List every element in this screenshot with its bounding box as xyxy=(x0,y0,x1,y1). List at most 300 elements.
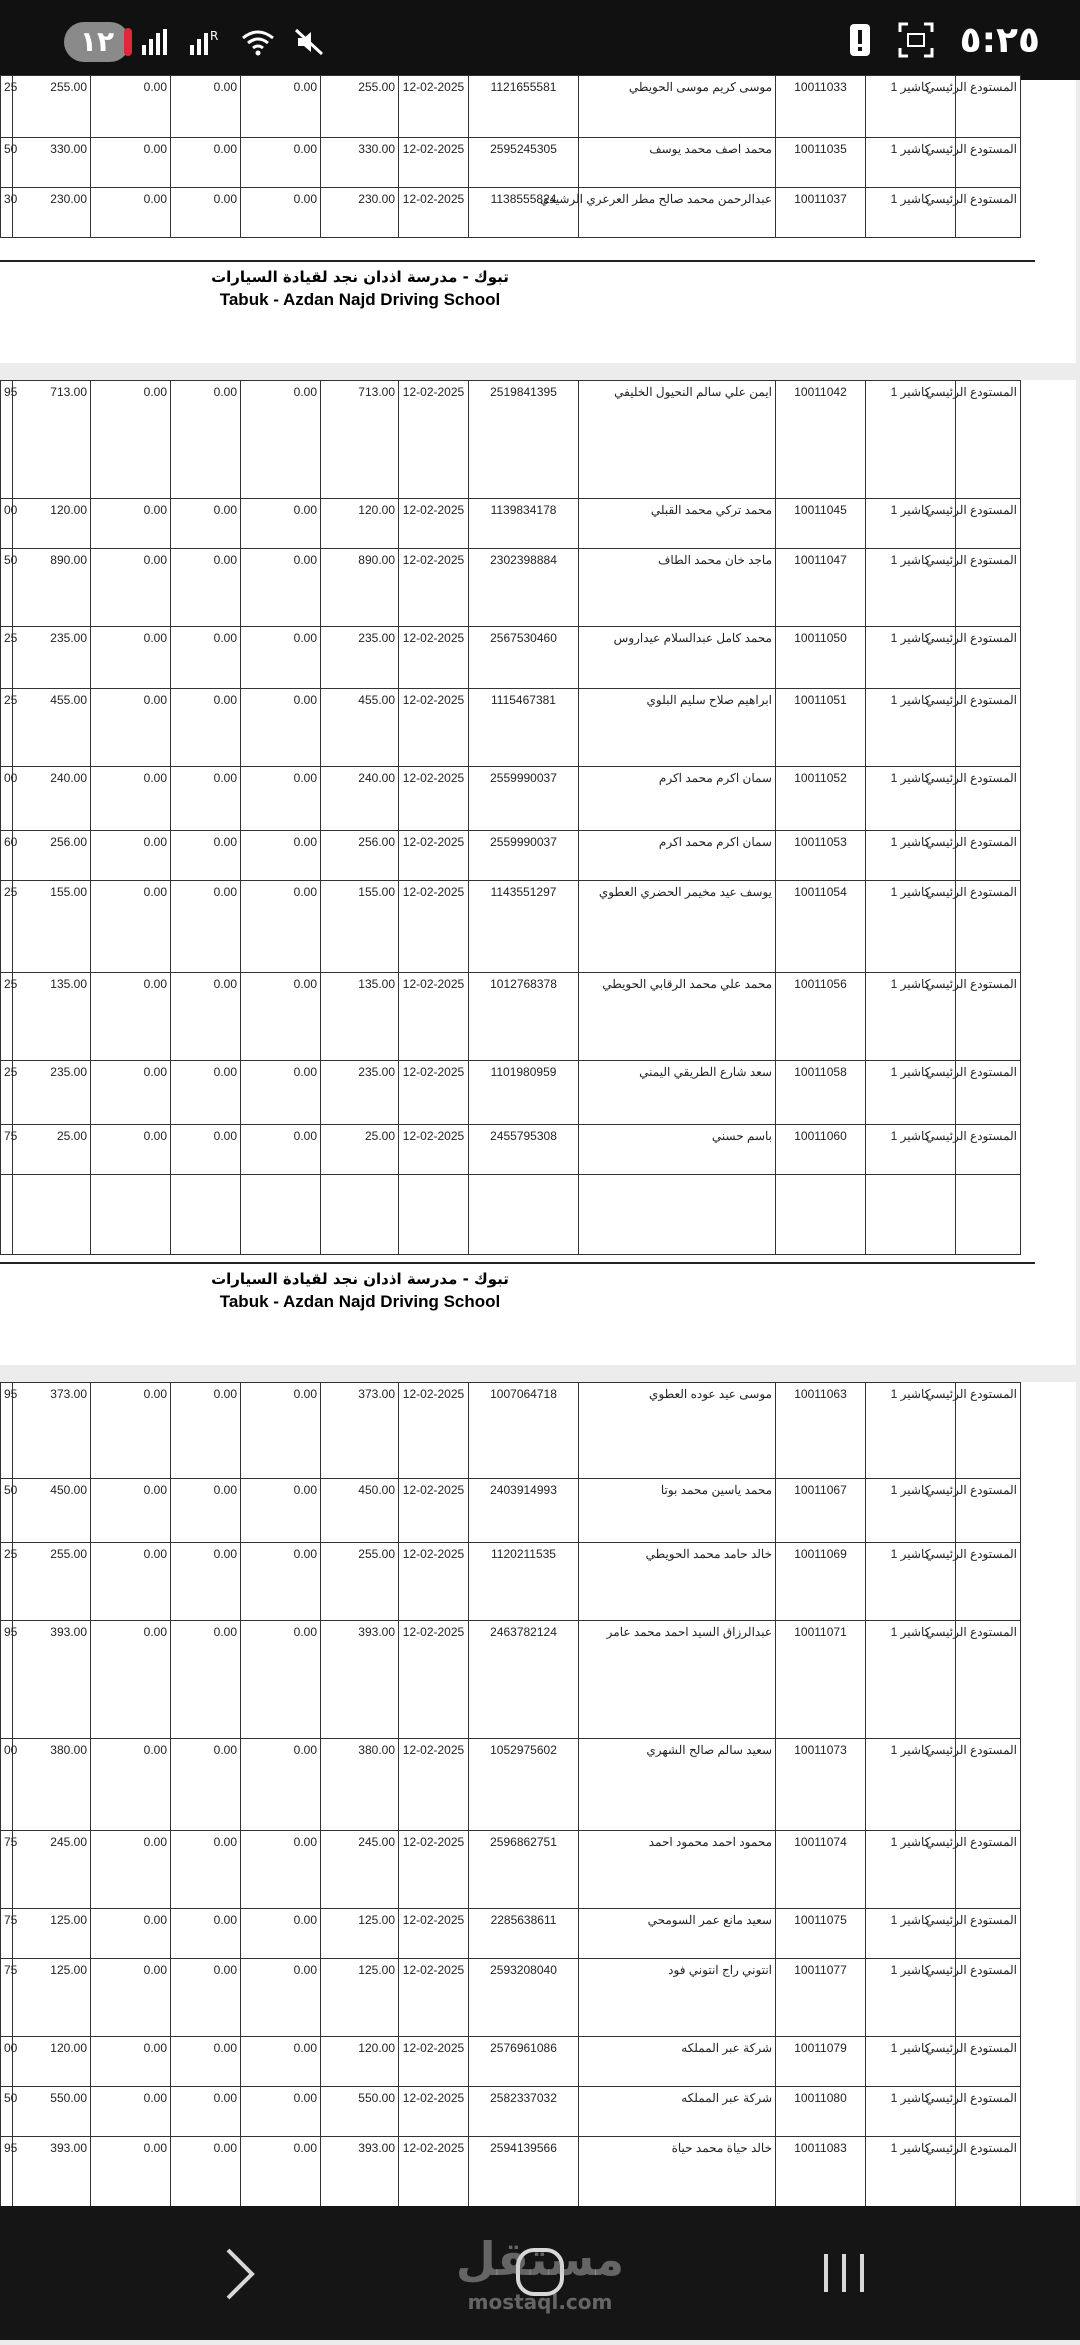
discount-cell: 0.00 xyxy=(91,1909,171,1959)
total-cell: 393.00 xyxy=(13,1621,91,1739)
phone-cell: 2582337032 xyxy=(469,2087,579,2137)
total-cell: 380.00 xyxy=(13,1739,91,1831)
customer-name-cell: ايمن علي سالم النحيول الخليفي xyxy=(579,381,776,499)
other-cell: 0.00 xyxy=(241,2137,321,2215)
amount-cell: 240.00 xyxy=(321,767,399,831)
warehouse-cell: المستودع الرئيسي xyxy=(956,1125,1021,1175)
other-cell: 0.00 xyxy=(241,1125,321,1175)
phone-cell: 2285638611 xyxy=(469,1909,579,1959)
discount-cell: 0.00 xyxy=(91,2087,171,2137)
phone-cell: 1115467381 xyxy=(469,689,579,767)
sales-table-page-1 xyxy=(0,75,1021,238)
customer-name-cell: سعد شارع الطريقي اليمني xyxy=(579,1061,776,1125)
discount-cell: 0.00 xyxy=(91,188,171,238)
date-cell: 12-02-2025 xyxy=(399,188,469,238)
other-cell: 0.00 xyxy=(241,549,321,627)
total-cell: 455.00 xyxy=(13,689,91,767)
invoice-number-cell: 10011037 xyxy=(776,188,866,238)
cashier-cell: كاشير 1 xyxy=(866,1543,956,1621)
date-cell: 12-02-2025 xyxy=(399,881,469,973)
total-cell: 235.00 xyxy=(13,627,91,689)
warehouse-cell: المستودع الرئيسي xyxy=(956,188,1021,238)
table-row xyxy=(1,381,1021,499)
date-cell: 12-02-2025 xyxy=(399,1959,469,2037)
phone-cell: 1052975602 xyxy=(469,1739,579,1831)
tax-cell: 0.00 xyxy=(171,2087,241,2137)
invoice-number-cell: 10011067 xyxy=(776,1479,866,1543)
invoice-number-cell: 10011083 xyxy=(776,2137,866,2215)
warehouse-cell: المستودع الرئيسي xyxy=(956,1959,1021,2037)
cut-off-cell: 75 xyxy=(1,1959,13,2037)
other-cell: 0.00 xyxy=(241,767,321,831)
table-row xyxy=(1,767,1021,831)
tax-cell: 0.00 xyxy=(171,549,241,627)
date-cell: 12-02-2025 xyxy=(399,1621,469,1739)
phone-cell: 1012768378 xyxy=(469,973,579,1061)
cut-off-cell: 25 xyxy=(1,627,13,689)
invoice-number-cell: 10011075 xyxy=(776,1909,866,1959)
invoice-number-cell: 10011051 xyxy=(776,689,866,767)
tax-cell: 0.00 xyxy=(171,2037,241,2087)
phone-cell: 1101980959 xyxy=(469,1061,579,1125)
cut-off-cell: 75 xyxy=(1,1909,13,1959)
table-row xyxy=(1,1831,1021,1909)
cashier-cell: كاشير 1 xyxy=(866,831,956,881)
school-name-english: Tabuk - Azdan Najd Driving School xyxy=(219,1292,501,1311)
total-cell: 255.00 xyxy=(13,76,91,138)
phone-cell: 1007064718 xyxy=(469,1383,579,1479)
warehouse-cell: المستودع الرئيسي xyxy=(956,689,1021,767)
customer-name-cell: يوسف عيد مخيمر الحضري العطوي xyxy=(579,881,776,973)
table-row xyxy=(1,1061,1021,1125)
date-cell: 12-02-2025 xyxy=(399,767,469,831)
sales-table-page-2 xyxy=(0,380,1021,1255)
cashier-cell: كاشير 1 xyxy=(866,689,956,767)
table-row xyxy=(1,1621,1021,1739)
discount-cell: 0.00 xyxy=(91,627,171,689)
total-cell: 240.00 xyxy=(13,767,91,831)
customer-name-cell: خالد حامد محمد الحويطي xyxy=(579,1543,776,1621)
total-cell: 550.00 xyxy=(13,2087,91,2137)
amount-cell: 256.00 xyxy=(321,831,399,881)
page-2-footer xyxy=(0,1270,720,1312)
customer-name-cell: شركة عبر المملكه xyxy=(579,2087,776,2137)
customer-name-cell: محمد اصف محمد يوسف xyxy=(579,138,776,188)
warehouse-cell: المستودع الرئيسي xyxy=(956,1739,1021,1831)
cashier-cell: كاشير 1 xyxy=(866,2087,956,2137)
date-cell: 12-02-2025 xyxy=(399,1909,469,1959)
table-row xyxy=(1,2137,1021,2215)
report-page-2[interactable] xyxy=(0,380,1076,1365)
invoice-number-cell: 10011056 xyxy=(776,973,866,1061)
page-1-footer xyxy=(0,268,720,310)
warehouse-cell: المستودع الرئيسي xyxy=(956,1831,1021,1909)
discount-cell: 0.00 xyxy=(91,973,171,1061)
customer-name-cell: محمود احمد محمود احمد xyxy=(579,1831,776,1909)
discount-cell: 0.00 xyxy=(91,1739,171,1831)
tax-cell: 0.00 xyxy=(171,138,241,188)
tax-cell: 0.00 xyxy=(171,973,241,1061)
discount-cell: 0.00 xyxy=(91,831,171,881)
cut-off-cell: 25 xyxy=(1,689,13,767)
amount-cell: 230.00 xyxy=(321,188,399,238)
table-row xyxy=(1,1959,1021,2037)
invoice-number-cell: 10011074 xyxy=(776,1831,866,1909)
report-page-3[interactable] xyxy=(0,1382,1076,2206)
table-row xyxy=(1,138,1021,188)
date-cell: 12-02-2025 xyxy=(399,1831,469,1909)
cut-off-cell: 00 xyxy=(1,2037,13,2087)
phone-cell: 1121655581 xyxy=(469,76,579,138)
phone-cell: 2595245305 xyxy=(469,138,579,188)
amount-cell: 155.00 xyxy=(321,881,399,973)
table-row xyxy=(1,1909,1021,1959)
customer-name-cell: سعيد سالم صالح الشهري xyxy=(579,1739,776,1831)
total-cell: 713.00 xyxy=(13,381,91,499)
customer-name-cell: محمد ياسين محمد بوتا xyxy=(579,1479,776,1543)
discount-cell: 0.00 xyxy=(91,1479,171,1543)
date-cell: 12-02-2025 xyxy=(399,76,469,138)
amount-cell: 393.00 xyxy=(321,1621,399,1739)
phone-cell: 2596862751 xyxy=(469,1831,579,1909)
discount-cell: 0.00 xyxy=(91,138,171,188)
amount-cell: 455.00 xyxy=(321,689,399,767)
customer-name-cell: موسى عيد عوده العطوي xyxy=(579,1383,776,1479)
customer-name-cell: محمد علي محمد الرقابي الحويطي xyxy=(579,973,776,1061)
amount-cell: 255.00 xyxy=(321,76,399,138)
cashier-cell: كاشير 1 xyxy=(866,881,956,973)
cut-off-cell: 25 xyxy=(1,76,13,138)
date-cell: 12-02-2025 xyxy=(399,1383,469,1479)
tax-cell: 0.00 xyxy=(171,1739,241,1831)
invoice-number-cell: 10011042 xyxy=(776,381,866,499)
discount-cell: 0.00 xyxy=(91,549,171,627)
amount-cell: 25.00 xyxy=(321,1125,399,1175)
total-cell: 890.00 xyxy=(13,549,91,627)
phone-cell: 1120211535 xyxy=(469,1543,579,1621)
warehouse-cell: المستودع الرئيسي xyxy=(956,1621,1021,1739)
date-cell: 12-02-2025 xyxy=(399,1125,469,1175)
warehouse-cell: المستودع الرئيسي xyxy=(956,973,1021,1061)
amount-cell: 120.00 xyxy=(321,499,399,549)
amount-cell: 255.00 xyxy=(321,1543,399,1621)
record-dot-icon xyxy=(124,28,132,56)
invoice-number-cell: 10011079 xyxy=(776,2037,866,2087)
tax-cell: 0.00 xyxy=(171,831,241,881)
table-row xyxy=(1,627,1021,689)
customer-name-cell: ابراهيم صلاح سليم البلوي xyxy=(579,689,776,767)
other-cell: 0.00 xyxy=(241,138,321,188)
tax-cell: 0.00 xyxy=(171,767,241,831)
cashier-cell: كاشير 1 xyxy=(866,1479,956,1543)
cashier-cell: كاشير 1 xyxy=(866,1739,956,1831)
warehouse-cell: المستودع الرئيسي xyxy=(956,1543,1021,1621)
other-cell: 0.00 xyxy=(241,2087,321,2137)
tax-cell: 0.00 xyxy=(171,627,241,689)
table-row xyxy=(1,1383,1021,1479)
date-cell: 12-02-2025 xyxy=(399,381,469,499)
total-cell: 245.00 xyxy=(13,1831,91,1909)
cut-off-cell: 25 xyxy=(1,973,13,1061)
school-name-arabic: تبوك - مدرسة اذدان نجد لقيادة السيارات xyxy=(211,1270,509,1288)
invoice-number-cell: 10011077 xyxy=(776,1959,866,2037)
table-row xyxy=(1,2037,1021,2087)
cut-off-cell: 50 xyxy=(1,138,13,188)
sales-table-page-3 xyxy=(0,1382,1021,2215)
tax-cell: 0.00 xyxy=(171,689,241,767)
table-row xyxy=(1,549,1021,627)
total-cell: 25.00 xyxy=(13,1125,91,1175)
customer-name-cell: موسى كريم موسى الحويطي xyxy=(579,76,776,138)
tax-cell: 0.00 xyxy=(171,1909,241,1959)
amount-cell: 120.00 xyxy=(321,2037,399,2087)
date-cell: 12-02-2025 xyxy=(399,627,469,689)
table-row xyxy=(1,188,1021,238)
amount-cell: 245.00 xyxy=(321,1831,399,1909)
cashier-cell: كاشير 1 xyxy=(866,381,956,499)
phone-cell: 1138555824 xyxy=(469,188,579,238)
total-cell: 450.00 xyxy=(13,1479,91,1543)
customer-name-cell: شركة عبر المملكه xyxy=(579,2037,776,2087)
invoice-number-cell: 10011073 xyxy=(776,1739,866,1831)
amount-cell: 373.00 xyxy=(321,1383,399,1479)
table-row xyxy=(1,1739,1021,1831)
total-cell: 155.00 xyxy=(13,881,91,973)
amount-cell: 380.00 xyxy=(321,1739,399,1831)
other-cell: 0.00 xyxy=(241,499,321,549)
amount-cell: 330.00 xyxy=(321,138,399,188)
tax-cell: 0.00 xyxy=(171,2137,241,2215)
cashier-cell: كاشير 1 xyxy=(866,499,956,549)
customer-name-cell: عبدالرحمن محمد صالح مطر العرعري الرشيدي xyxy=(579,188,776,238)
date-cell: 12-02-2025 xyxy=(399,1543,469,1621)
invoice-number-cell: 10011060 xyxy=(776,1125,866,1175)
warehouse-cell: المستودع الرئيسي xyxy=(956,381,1021,499)
date-cell: 12-02-2025 xyxy=(399,689,469,767)
school-name-arabic: تبوك - مدرسة اذدان نجد لقيادة السيارات xyxy=(211,268,509,286)
invoice-number-cell: 10011053 xyxy=(776,831,866,881)
warehouse-cell: المستودع الرئيسي xyxy=(956,549,1021,627)
other-cell: 0.00 xyxy=(241,881,321,973)
cut-off-cell: 50 xyxy=(1,549,13,627)
cashier-cell: كاشير 1 xyxy=(866,973,956,1061)
date-cell: 12-02-2025 xyxy=(399,138,469,188)
report-page-1[interactable] xyxy=(0,80,1076,363)
tax-cell: 0.00 xyxy=(171,881,241,973)
status-icons-right xyxy=(848,18,1040,62)
tax-cell: 0.00 xyxy=(171,499,241,549)
cashier-cell: كاشير 1 xyxy=(866,2037,956,2087)
table-row xyxy=(1,76,1021,138)
date-cell: 12-02-2025 xyxy=(399,2087,469,2137)
cut-off-cell: 25 xyxy=(1,1543,13,1621)
other-cell: 0.00 xyxy=(241,381,321,499)
screenshot-icon xyxy=(898,22,934,58)
total-cell: 125.00 xyxy=(13,1959,91,2037)
status-icons-left xyxy=(140,22,326,62)
amount-cell: 125.00 xyxy=(321,1909,399,1959)
invoice-number-cell: 10011069 xyxy=(776,1543,866,1621)
customer-name-cell: محمد تركي محمد القبلي xyxy=(579,499,776,549)
amount-cell: 235.00 xyxy=(321,1061,399,1125)
warehouse-cell: المستودع الرئيسي xyxy=(956,2037,1021,2087)
total-cell: 120.00 xyxy=(13,499,91,549)
cut-off-cell: 00 xyxy=(1,1739,13,1831)
customer-name-cell: سمان اكرم محمد اكرم xyxy=(579,767,776,831)
watermark-url: mostaql.com xyxy=(467,2290,613,2314)
other-cell: 0.00 xyxy=(241,1479,321,1543)
school-name-english: Tabuk - Azdan Najd Driving School xyxy=(219,290,501,309)
other-cell: 0.00 xyxy=(241,627,321,689)
other-cell: 0.00 xyxy=(241,1959,321,2037)
tax-cell: 0.00 xyxy=(171,1543,241,1621)
table-row xyxy=(1,1479,1021,1543)
date-cell: 12-02-2025 xyxy=(399,1061,469,1125)
phone-cell: 1139834178 xyxy=(469,499,579,549)
total-cell: 120.00 xyxy=(13,2037,91,2087)
invoice-number-cell: 10011050 xyxy=(776,627,866,689)
warehouse-cell: المستودع الرئيسي xyxy=(956,499,1021,549)
other-cell: 0.00 xyxy=(241,1383,321,1479)
cut-off-cell: 50 xyxy=(1,2087,13,2137)
tax-cell: 0.00 xyxy=(171,1479,241,1543)
warehouse-cell: المستودع الرئيسي xyxy=(956,627,1021,689)
invoice-number-cell: 10011071 xyxy=(776,1621,866,1739)
amount-cell: 125.00 xyxy=(321,1959,399,2037)
phone-cell: 2403914993 xyxy=(469,1479,579,1543)
discount-cell: 0.00 xyxy=(91,1383,171,1479)
table-row xyxy=(1,2087,1021,2137)
customer-name-cell: سمان اكرم محمد اكرم xyxy=(579,831,776,881)
cut-off-cell: 95 xyxy=(1,381,13,499)
total-cell: 255.00 xyxy=(13,1543,91,1621)
cut-off-cell: 50 xyxy=(1,1479,13,1543)
invoice-number-cell: 10011058 xyxy=(776,1061,866,1125)
signal-roaming-icon xyxy=(188,27,222,57)
cashier-cell: كاشير 1 xyxy=(866,1831,956,1909)
phone-cell: 2455795308 xyxy=(469,1125,579,1175)
total-cell: 230.00 xyxy=(13,188,91,238)
invoice-number-cell: 10011052 xyxy=(776,767,866,831)
cut-off-cell: 25 xyxy=(1,881,13,973)
discount-cell: 0.00 xyxy=(91,499,171,549)
cut-off-cell: 60 xyxy=(1,831,13,881)
date-cell: 12-02-2025 xyxy=(399,1739,469,1831)
total-cell: 393.00 xyxy=(13,2137,91,2215)
other-cell: 0.00 xyxy=(241,1543,321,1621)
phone-cell: 2567530460 xyxy=(469,627,579,689)
table-row xyxy=(1,1543,1021,1621)
warehouse-cell: المستودع الرئيسي xyxy=(956,76,1021,138)
customer-name-cell: عبدالرزاق السيد احمد محمد عامر xyxy=(579,1621,776,1739)
warehouse-cell: المستودع الرئيسي xyxy=(956,881,1021,973)
phone-cell: 2302398884 xyxy=(469,549,579,627)
date-cell: 12-02-2025 xyxy=(399,499,469,549)
warehouse-cell: المستودع الرئيسي xyxy=(956,1479,1021,1543)
notification-count: ١٢ xyxy=(79,25,115,58)
discount-cell: 0.00 xyxy=(91,881,171,973)
table-row xyxy=(1,1125,1021,1175)
tax-cell: 0.00 xyxy=(171,1125,241,1175)
cashier-cell: كاشير 1 xyxy=(866,1383,956,1479)
discount-cell: 0.00 xyxy=(91,2037,171,2087)
phone-cell: 2559990037 xyxy=(469,831,579,881)
date-cell: 12-02-2025 xyxy=(399,1479,469,1543)
watermark: مستقل xyxy=(455,2232,625,2286)
cashier-cell: كاشير 1 xyxy=(866,188,956,238)
discount-cell: 0.00 xyxy=(91,1543,171,1621)
phone-cell: 2594139566 xyxy=(469,2137,579,2215)
amount-cell: 450.00 xyxy=(321,1479,399,1543)
warehouse-cell: المستودع الرئيسي xyxy=(956,2087,1021,2137)
invoice-number-cell: 10011063 xyxy=(776,1383,866,1479)
table-row-empty xyxy=(1,1175,1021,1255)
other-cell: 0.00 xyxy=(241,973,321,1061)
other-cell: 0.00 xyxy=(241,1831,321,1909)
other-cell: 0.00 xyxy=(241,1739,321,1831)
cashier-cell: كاشير 1 xyxy=(866,138,956,188)
date-cell: 12-02-2025 xyxy=(399,973,469,1061)
cashier-cell: كاشير 1 xyxy=(866,1125,956,1175)
discount-cell: 0.00 xyxy=(91,1831,171,1909)
page-1-footer-divider xyxy=(0,260,1035,262)
phone-cell: 2519841395 xyxy=(469,381,579,499)
tax-cell: 0.00 xyxy=(171,188,241,238)
cut-off-cell: 00 xyxy=(1,767,13,831)
other-cell: 0.00 xyxy=(241,1621,321,1739)
cashier-cell: كاشير 1 xyxy=(866,1061,956,1125)
mute-icon xyxy=(294,27,326,57)
tax-cell: 0.00 xyxy=(171,1831,241,1909)
date-cell: 12-02-2025 xyxy=(399,2137,469,2215)
discount-cell: 0.00 xyxy=(91,1621,171,1739)
table-row xyxy=(1,689,1021,767)
tax-cell: 0.00 xyxy=(171,76,241,138)
warehouse-cell: المستودع الرئيسي xyxy=(956,831,1021,881)
warehouse-cell: المستودع الرئيسي xyxy=(956,767,1021,831)
discount-cell: 0.00 xyxy=(91,1061,171,1125)
phone-cell: 2593208040 xyxy=(469,1959,579,2037)
date-cell: 12-02-2025 xyxy=(399,2037,469,2087)
phone-cell: 2463782124 xyxy=(469,1621,579,1739)
customer-name-cell: محمد كامل عبدالسلام عيداروس xyxy=(579,627,776,689)
signal-icon xyxy=(140,27,170,57)
page-2-footer-divider xyxy=(0,1262,1035,1264)
table-row xyxy=(1,881,1021,973)
customer-name-cell: خالد حياة محمد حياة xyxy=(579,2137,776,2215)
discount-cell: 0.00 xyxy=(91,1959,171,2037)
cashier-cell: كاشير 1 xyxy=(866,767,956,831)
customer-name-cell: سعيد مانع عمر السومحي xyxy=(579,1909,776,1959)
warehouse-cell: المستودع الرئيسي xyxy=(956,138,1021,188)
amount-cell: 393.00 xyxy=(321,2137,399,2215)
total-cell: 125.00 xyxy=(13,1909,91,1959)
amount-cell: 135.00 xyxy=(321,973,399,1061)
cut-off-cell: 95 xyxy=(1,2137,13,2215)
total-cell: 373.00 xyxy=(13,1383,91,1479)
tax-cell: 0.00 xyxy=(171,381,241,499)
amount-cell: 550.00 xyxy=(321,2087,399,2137)
amount-cell: 713.00 xyxy=(321,381,399,499)
wifi-icon xyxy=(240,27,276,57)
alert-icon xyxy=(848,22,872,58)
cashier-cell: كاشير 1 xyxy=(866,2137,956,2215)
status-bar xyxy=(0,0,1080,80)
cashier-cell: كاشير 1 xyxy=(866,549,956,627)
discount-cell: 0.00 xyxy=(91,76,171,138)
invoice-number-cell: 10011035 xyxy=(776,138,866,188)
other-cell: 0.00 xyxy=(241,2037,321,2087)
